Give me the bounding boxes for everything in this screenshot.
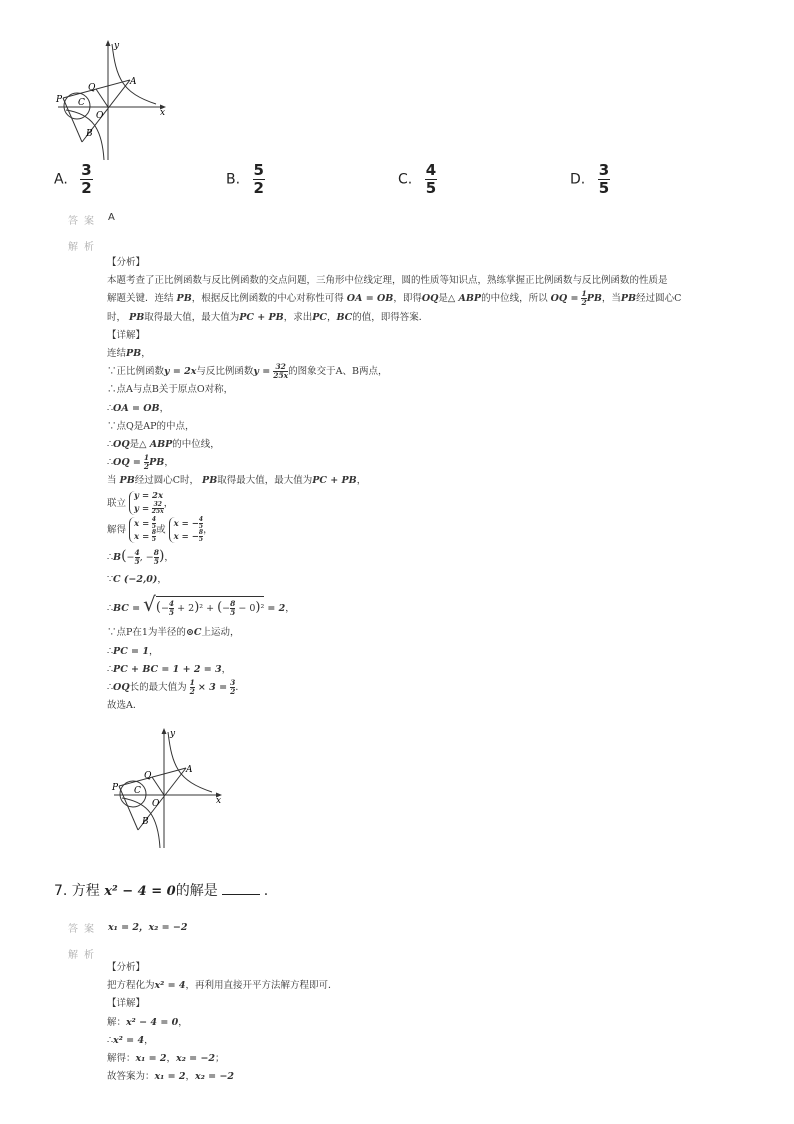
svg-text:P: P <box>112 783 119 793</box>
top-figure <box>52 38 170 162</box>
bottom-figure <box>108 726 226 850</box>
answer-blank[interactable] <box>222 894 260 895</box>
option-a-fraction: $\frac{3}{2}$ <box>81 161 92 197</box>
q7-solution: 【分析】 把方程化为x² = 4，再利用直接开平方法解方程即可． 【详解】 解：x² − 4 = 0， ∴x² = 4， 解得：x₁ = 2，x₂ = −2； 故答案为：x₁ = 2，x₂ = −2 <box>107 962 338 1083</box>
q7-answer-value: x₁ = 2，x₂ = −2 <box>108 922 188 933</box>
option-c[interactable]: C. $\frac{4}{5}$ <box>398 161 437 197</box>
q7-analysis-label: 解析 <box>68 950 100 961</box>
q7-answer-label: 答案 <box>68 924 100 935</box>
svg-text:x: x <box>160 108 166 118</box>
question-7: 7. 方程 x² − 4 = 0的解是 . <box>54 883 269 899</box>
svg-text:C: C <box>78 98 85 108</box>
svg-text:B: B <box>86 129 93 139</box>
svg-text:y: y <box>170 729 176 739</box>
option-c-fraction: $\frac{4}{5}$ <box>425 161 437 197</box>
option-a[interactable]: A. $\frac{3}{2}$ <box>54 161 92 197</box>
option-b[interactable]: B. $\frac{5}{2}$ <box>226 161 264 197</box>
answer-value: A <box>108 212 115 223</box>
svg-text:C: C <box>134 786 141 796</box>
svg-text:O: O <box>152 799 160 809</box>
q6-solution: 【分析】 本题考查了正比例函数与反比例函数的交点问题，三角形中位线定理，圆的性质等知识点，熟练掌握正比例函数与反比例函数的性质是 解题关键．连结 PB，根据反比例函数的中心对称性可得 OA = OB，即得OQ是△ ABP的中位线，所以 OQ = $\frac{1}{2}PB$，当PB经过圆心C 时， PB取得最大值，最大值为PC + PB，求出PC，BC的值，即得答案． 【详解】 连结PB， ∵正比例函数y = 2x与反比例函数y = $\frac{32}{25x}$的图象交于A、B两点， ∴点A与点B关于原点O对称， ∴OA = OB， ∵点Q是AP的中点， ∴OQ是△ ABP的中位线， ∴OQ = $\frac{1}{2}PB$， 当 PB经过圆心C时， PB取得最大值，最大值为PC + PB， 联立 y = 2x y = $\frac{32}{25x}$， 解得 x = $\frac{4}{5}$ x = $\frac{8}{5}$或 x = − $\frac{4}{5}$ x = − $\frac{8}{5}$， ∴B(− $\frac{4}{5}$, − $\frac{8}{5}$)， ∵C (−2,0)， ∴BC = √(− $\frac{4}{5} + 2)^2$ + (− $\frac{8}{5} - 0)^2 = 2$， ∵点P在1为半径的⊙C上运动， ∴PC = 1， ∴PC + BC = 1 + 2 = 3， ∴OQ长的最大值为 $\frac{1}{2} \times 3$ = $\frac{3}{2}$． 故选A． <box>107 257 682 712</box>
option-d-fraction: $\frac{3}{5}$ <box>598 161 610 197</box>
svg-text:B: B <box>142 817 149 827</box>
svg-text:Q: Q <box>144 771 152 781</box>
svg-text:A: A <box>130 77 137 87</box>
svg-text:A: A <box>186 765 193 775</box>
analysis-label: 解析 <box>68 242 100 253</box>
fig-label-y: y <box>114 41 120 51</box>
option-d[interactable]: D. $\frac{3}{5}$ <box>570 161 610 197</box>
svg-text:P: P <box>56 95 63 105</box>
svg-text:Q: Q <box>88 83 96 93</box>
svg-text:x: x <box>216 796 222 806</box>
svg-text:O: O <box>96 111 104 121</box>
answer-label: 答案 <box>68 216 100 227</box>
option-b-fraction: $\frac{5}{2}$ <box>253 161 264 197</box>
